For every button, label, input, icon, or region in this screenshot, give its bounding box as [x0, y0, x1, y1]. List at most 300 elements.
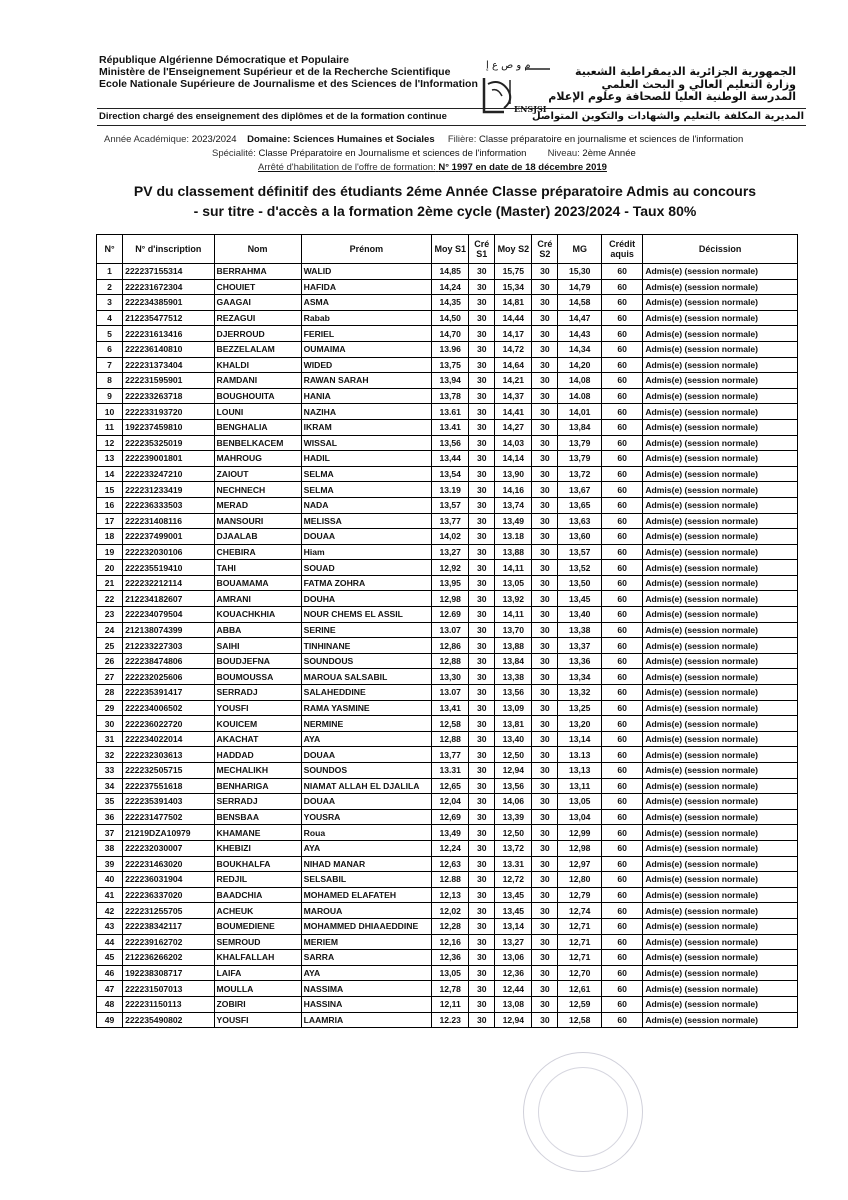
cell-moy-s1: 14,02	[432, 529, 469, 545]
cell-inscription: 212235477512	[123, 310, 214, 326]
cell-decision: Admis(e) (session normale)	[643, 310, 798, 326]
cell-mg: 13,72	[558, 466, 602, 482]
cell-prenom: SERINE	[301, 622, 432, 638]
cell-prenom: SARRA	[301, 950, 432, 966]
table-row	[97, 373, 798, 389]
cell-num: 18	[97, 529, 123, 545]
cell-cre-s1: 30	[469, 763, 495, 779]
table-row	[97, 279, 798, 295]
cell-cre-s1: 30	[469, 825, 495, 841]
cell-moy-s1: 12,69	[432, 809, 469, 825]
cell-moy-s2: 12,94	[495, 763, 532, 779]
cell-nom: TAHI	[214, 560, 301, 576]
cell-credit: 60	[601, 435, 642, 451]
cell-moy-s2: 13,14	[495, 918, 532, 934]
cell-cre-s1: 30	[469, 622, 495, 638]
cell-nom: GAAGAI	[214, 295, 301, 311]
cell-moy-s2: 13,06	[495, 950, 532, 966]
table-row	[97, 607, 798, 623]
cell-cre-s1: 30	[469, 575, 495, 591]
col-header-nom: Nom	[214, 235, 301, 264]
document-title-line-1: PV du classement définitif des étudiants 2éme Année Classe préparatoire Admis au concours	[133, 183, 757, 199]
arrete-value: N° 1997 en date de 18 décembre 2019	[438, 162, 607, 173]
cell-cre-s1: 30	[469, 887, 495, 903]
cell-moy-s1: 12,88	[432, 653, 469, 669]
cell-decision: Admis(e) (session normale)	[643, 965, 798, 981]
cell-cre-s2: 30	[532, 419, 558, 435]
cell-cre-s1: 30	[469, 950, 495, 966]
cell-moy-s1: 12,58	[432, 716, 469, 732]
cell-nom: NECHNECH	[214, 482, 301, 498]
cell-moy-s2: 14,37	[495, 388, 532, 404]
cell-inscription: 222232212114	[123, 575, 214, 591]
table-row	[97, 840, 798, 856]
cell-decision: Admis(e) (session normale)	[643, 685, 798, 701]
cell-num: 16	[97, 497, 123, 513]
cell-inscription: 222231255705	[123, 903, 214, 919]
cell-cre-s1: 30	[469, 529, 495, 545]
cell-num: 29	[97, 700, 123, 716]
cell-decision: Admis(e) (session normale)	[643, 326, 798, 342]
cell-nom: KHAMANE	[214, 825, 301, 841]
cell-decision: Admis(e) (session normale)	[643, 513, 798, 529]
cell-inscription: 222236022720	[123, 716, 214, 732]
cell-credit: 60	[601, 466, 642, 482]
cell-mg: 12,58	[558, 1012, 602, 1028]
cell-moy-s1: 13,95	[432, 575, 469, 591]
cell-decision: Admis(e) (session normale)	[643, 544, 798, 560]
cell-moy-s2: 13,45	[495, 903, 532, 919]
cell-inscription: 222231150113	[123, 996, 214, 1012]
results-table-body	[97, 264, 798, 1028]
table-row	[97, 295, 798, 311]
cell-credit: 60	[601, 996, 642, 1012]
cell-num: 11	[97, 419, 123, 435]
cell-prenom: SALAHEDDINE	[301, 685, 432, 701]
cell-inscription: 222235391403	[123, 794, 214, 810]
table-row	[97, 825, 798, 841]
cell-credit: 60	[601, 685, 642, 701]
cell-prenom: WALID	[301, 264, 432, 280]
cell-inscription: 222235325019	[123, 435, 214, 451]
cell-prenom: MOHAMED ELAFATEH	[301, 887, 432, 903]
cell-cre-s1: 30	[469, 653, 495, 669]
cell-inscription: 212236266202	[123, 950, 214, 966]
cell-mg: 13,60	[558, 529, 602, 545]
cell-cre-s1: 30	[469, 404, 495, 420]
cell-moy-s1: 13,57	[432, 497, 469, 513]
cell-prenom: ASMA	[301, 295, 432, 311]
cell-nom: RAMDANI	[214, 373, 301, 389]
cell-num: 31	[97, 731, 123, 747]
cell-inscription: 222236031904	[123, 872, 214, 888]
header-divider-top	[97, 108, 806, 109]
cell-inscription: 192237459810	[123, 419, 214, 435]
cell-decision: Admis(e) (session normale)	[643, 825, 798, 841]
table-row	[97, 482, 798, 498]
col-header-mg: MG	[558, 235, 602, 264]
cell-moy-s2: 13,05	[495, 575, 532, 591]
table-row	[97, 856, 798, 872]
cell-moy-s2: 14,11	[495, 607, 532, 623]
table-row	[97, 747, 798, 763]
cell-mg: 13,57	[558, 544, 602, 560]
cell-nom: BENSBAA	[214, 809, 301, 825]
cell-moy-s1: 13.41	[432, 419, 469, 435]
cell-cre-s2: 30	[532, 638, 558, 654]
cell-cre-s1: 30	[469, 607, 495, 623]
cell-prenom: HANIA	[301, 388, 432, 404]
cell-num: 4	[97, 310, 123, 326]
cell-nom: BENHARIGA	[214, 778, 301, 794]
cell-cre-s2: 30	[532, 887, 558, 903]
cell-cre-s2: 30	[532, 513, 558, 529]
logo-text: ENSJSI	[514, 104, 547, 114]
cell-num: 37	[97, 825, 123, 841]
table-row	[97, 653, 798, 669]
cell-prenom: Hiam	[301, 544, 432, 560]
cell-mg: 13,84	[558, 419, 602, 435]
cell-mg: 12,71	[558, 950, 602, 966]
cell-decision: Admis(e) (session normale)	[643, 404, 798, 420]
cell-moy-s2: 13,08	[495, 996, 532, 1012]
cell-nom: LOUNI	[214, 404, 301, 420]
cell-nom: AMRANI	[214, 591, 301, 607]
cell-prenom: NOUR CHEMS EL ASSIL	[301, 607, 432, 623]
cell-mg: 13,45	[558, 591, 602, 607]
cell-cre-s1: 30	[469, 809, 495, 825]
cell-moy-s2: 14,27	[495, 419, 532, 435]
cell-inscription: 222231477502	[123, 809, 214, 825]
col-header-cre-s2: Cré S2	[532, 235, 558, 264]
cell-cre-s2: 30	[532, 607, 558, 623]
cell-credit: 60	[601, 653, 642, 669]
cell-moy-s1: 12,11	[432, 996, 469, 1012]
cell-inscription: 222233263718	[123, 388, 214, 404]
cell-num: 6	[97, 341, 123, 357]
cell-num: 8	[97, 373, 123, 389]
cell-prenom: DOUAA	[301, 747, 432, 763]
cell-inscription: 222232030007	[123, 840, 214, 856]
cell-prenom: SELMA	[301, 466, 432, 482]
cell-prenom: Rabab	[301, 310, 432, 326]
cell-moy-s2: 14,14	[495, 451, 532, 467]
cell-num: 42	[97, 903, 123, 919]
cell-inscription: 222239162702	[123, 934, 214, 950]
table-row	[97, 451, 798, 467]
cell-num: 49	[97, 1012, 123, 1028]
cell-cre-s2: 30	[532, 669, 558, 685]
cell-credit: 60	[601, 903, 642, 919]
cell-num: 39	[97, 856, 123, 872]
cell-moy-s1: 12.23	[432, 1012, 469, 1028]
meta-line-2	[212, 148, 636, 159]
cell-cre-s1: 30	[469, 388, 495, 404]
table-row	[97, 560, 798, 576]
cell-cre-s2: 30	[532, 950, 558, 966]
cell-cre-s2: 30	[532, 918, 558, 934]
cell-decision: Admis(e) (session normale)	[643, 903, 798, 919]
niveau-label: Niveau:	[547, 148, 580, 159]
cell-num: 48	[97, 996, 123, 1012]
cell-mg: 13,13	[558, 763, 602, 779]
domaine-value: Sciences Humaines et Sociales	[293, 134, 435, 145]
cell-cre-s2: 30	[532, 763, 558, 779]
cell-moy-s1: 13,77	[432, 513, 469, 529]
cell-cre-s1: 30	[469, 560, 495, 576]
cell-num: 35	[97, 794, 123, 810]
cell-credit: 60	[601, 778, 642, 794]
cell-moy-s2: 13,88	[495, 544, 532, 560]
cell-num: 2	[97, 279, 123, 295]
cell-prenom: NASSIMA	[301, 981, 432, 997]
cell-cre-s1: 30	[469, 965, 495, 981]
table-row	[97, 981, 798, 997]
cell-inscription: 222232505715	[123, 763, 214, 779]
cell-credit: 60	[601, 264, 642, 280]
cell-mg: 13,79	[558, 451, 602, 467]
cell-prenom: LAAMRIA	[301, 1012, 432, 1028]
cell-inscription: 222238474806	[123, 653, 214, 669]
cell-num: 9	[97, 388, 123, 404]
cell-moy-s2: 13,38	[495, 669, 532, 685]
cell-cre-s1: 30	[469, 700, 495, 716]
cell-num: 30	[97, 716, 123, 732]
cell-cre-s1: 30	[469, 264, 495, 280]
cell-decision: Admis(e) (session normale)	[643, 591, 798, 607]
school-name: Ecole Nationale Supérieure de Journalisme et des Sciences de l'Information	[99, 78, 478, 90]
cell-moy-s1: 12,63	[432, 856, 469, 872]
cell-credit: 60	[601, 981, 642, 997]
cell-inscription: 222234079504	[123, 607, 214, 623]
cell-cre-s1: 30	[469, 996, 495, 1012]
cell-moy-s2: 13,56	[495, 685, 532, 701]
cell-cre-s2: 30	[532, 341, 558, 357]
cell-decision: Admis(e) (session normale)	[643, 451, 798, 467]
cell-inscription: 222235391417	[123, 685, 214, 701]
cell-cre-s2: 30	[532, 934, 558, 950]
cell-decision: Admis(e) (session normale)	[643, 794, 798, 810]
cell-cre-s1: 30	[469, 685, 495, 701]
logo-arabic-text: م و ص ع إ	[486, 60, 531, 71]
cell-cre-s1: 30	[469, 903, 495, 919]
cell-moy-s2: 12,50	[495, 747, 532, 763]
cell-inscription: 222231672304	[123, 279, 214, 295]
cell-inscription: 192238308717	[123, 965, 214, 981]
cell-moy-s1: 13,94	[432, 373, 469, 389]
cell-decision: Admis(e) (session normale)	[643, 357, 798, 373]
cell-inscription: 222231613416	[123, 326, 214, 342]
cell-credit: 60	[601, 872, 642, 888]
cell-prenom: TINHINANE	[301, 638, 432, 654]
cell-prenom: NERMINE	[301, 716, 432, 732]
cell-credit: 60	[601, 560, 642, 576]
cell-cre-s2: 30	[532, 404, 558, 420]
cell-cre-s1: 30	[469, 1012, 495, 1028]
cell-decision: Admis(e) (session normale)	[643, 840, 798, 856]
header-divider-bottom	[97, 125, 806, 126]
cell-moy-s1: 13,30	[432, 669, 469, 685]
cell-prenom: AYA	[301, 731, 432, 747]
cell-decision: Admis(e) (session normale)	[643, 872, 798, 888]
cell-inscription: 222236337020	[123, 887, 214, 903]
cell-moy-s2: 15,34	[495, 279, 532, 295]
cell-credit: 60	[601, 513, 642, 529]
cell-cre-s2: 30	[532, 497, 558, 513]
cell-decision: Admis(e) (session normale)	[643, 669, 798, 685]
cell-mg: 13,50	[558, 575, 602, 591]
cell-nom: MOULLA	[214, 981, 301, 997]
cell-credit: 60	[601, 716, 642, 732]
cell-nom: KHALFALLAH	[214, 950, 301, 966]
cell-moy-s1: 12,04	[432, 794, 469, 810]
cell-mg: 12,98	[558, 840, 602, 856]
cell-mg: 12,74	[558, 903, 602, 919]
cell-credit: 60	[601, 451, 642, 467]
cell-moy-s1: 12,98	[432, 591, 469, 607]
cell-credit: 60	[601, 669, 642, 685]
table-row	[97, 700, 798, 716]
cell-credit: 60	[601, 357, 642, 373]
ministry-name-ar: وزارة التعليم العالي و البحث العلمي	[601, 77, 796, 91]
cell-cre-s1: 30	[469, 918, 495, 934]
cell-cre-s2: 30	[532, 1012, 558, 1028]
cell-num: 36	[97, 809, 123, 825]
school-name-ar: المدرسة الوطنية العليا للصحافة وعلوم الإعلام	[548, 90, 796, 103]
cell-moy-s1: 14,50	[432, 310, 469, 326]
cell-mg: 12,70	[558, 965, 602, 981]
cell-credit: 60	[601, 341, 642, 357]
cell-mg: 12,59	[558, 996, 602, 1012]
cell-prenom: HAFIDA	[301, 279, 432, 295]
cell-inscription: 222231233419	[123, 482, 214, 498]
cell-prenom: SOUAD	[301, 560, 432, 576]
cell-moy-s2: 12,44	[495, 981, 532, 997]
table-row	[97, 716, 798, 732]
cell-moy-s2: 14,81	[495, 295, 532, 311]
cell-inscription: 222236333503	[123, 497, 214, 513]
cell-nom: BOUKHALFA	[214, 856, 301, 872]
cell-mg: 13,67	[558, 482, 602, 498]
cell-moy-s1: 13,27	[432, 544, 469, 560]
cell-decision: Admis(e) (session normale)	[643, 435, 798, 451]
cell-decision: Admis(e) (session normale)	[643, 996, 798, 1012]
cell-nom: MERAD	[214, 497, 301, 513]
cell-inscription: 222231373404	[123, 357, 214, 373]
cell-mg: 12,71	[558, 934, 602, 950]
cell-moy-s1: 12.88	[432, 872, 469, 888]
cell-mg: 15,30	[558, 264, 602, 280]
cell-decision: Admis(e) (session normale)	[643, 295, 798, 311]
cell-decision: Admis(e) (session normale)	[643, 466, 798, 482]
cell-inscription: 222233193720	[123, 404, 214, 420]
cell-moy-s1: 13.31	[432, 763, 469, 779]
cell-credit: 60	[601, 497, 642, 513]
cell-nom: SERRADJ	[214, 794, 301, 810]
cell-prenom: RAMA YASMINE	[301, 700, 432, 716]
cell-mg: 13,05	[558, 794, 602, 810]
cell-cre-s2: 30	[532, 560, 558, 576]
cell-decision: Admis(e) (session normale)	[643, 575, 798, 591]
cell-moy-s2: 12,72	[495, 872, 532, 888]
cell-moy-s2: 13,27	[495, 934, 532, 950]
cell-inscription: 222237551618	[123, 778, 214, 794]
cell-credit: 60	[601, 700, 642, 716]
cell-cre-s1: 30	[469, 591, 495, 607]
cell-prenom: MELISSA	[301, 513, 432, 529]
cell-cre-s1: 30	[469, 497, 495, 513]
cell-num: 5	[97, 326, 123, 342]
cell-credit: 60	[601, 622, 642, 638]
cell-moy-s2: 13,39	[495, 809, 532, 825]
cell-prenom: IKRAM	[301, 419, 432, 435]
table-row	[97, 965, 798, 981]
table-row	[97, 497, 798, 513]
cell-credit: 60	[601, 809, 642, 825]
cell-nom: ABBA	[214, 622, 301, 638]
cell-cre-s1: 30	[469, 310, 495, 326]
col-header-num: N°	[97, 235, 123, 264]
cell-num: 24	[97, 622, 123, 638]
table-row	[97, 326, 798, 342]
cell-cre-s2: 30	[532, 544, 558, 560]
header-left	[99, 54, 478, 90]
cell-inscription: 222234006502	[123, 700, 214, 716]
table-row	[97, 264, 798, 280]
cell-credit: 60	[601, 840, 642, 856]
col-header-moy-s1: Moy S1	[432, 235, 469, 264]
cell-credit: 60	[601, 918, 642, 934]
cell-credit: 60	[601, 950, 642, 966]
cell-nom: CHOUIET	[214, 279, 301, 295]
cell-moy-s1: 12,28	[432, 918, 469, 934]
cell-prenom: NADA	[301, 497, 432, 513]
cell-moy-s2: 13,70	[495, 622, 532, 638]
cell-nom: BEZZELALAM	[214, 341, 301, 357]
cell-prenom: Roua	[301, 825, 432, 841]
cell-credit: 60	[601, 856, 642, 872]
cell-num: 27	[97, 669, 123, 685]
cell-inscription: 222231595901	[123, 373, 214, 389]
cell-num: 41	[97, 887, 123, 903]
cell-moy-s1: 13,49	[432, 825, 469, 841]
cell-num: 43	[97, 918, 123, 934]
cell-decision: Admis(e) (session normale)	[643, 622, 798, 638]
cell-credit: 60	[601, 934, 642, 950]
cell-decision: Admis(e) (session normale)	[643, 497, 798, 513]
cell-nom: LAIFA	[214, 965, 301, 981]
table-row	[97, 466, 798, 482]
cell-cre-s1: 30	[469, 794, 495, 810]
cell-cre-s2: 30	[532, 357, 558, 373]
cell-credit: 60	[601, 482, 642, 498]
cell-prenom: DOUAA	[301, 794, 432, 810]
cell-mg: 12,99	[558, 825, 602, 841]
specialite-label: Spécialité:	[212, 148, 256, 159]
cell-moy-s2: 14,11	[495, 560, 532, 576]
cell-cre-s1: 30	[469, 778, 495, 794]
cell-num: 21	[97, 575, 123, 591]
cell-prenom: OUMAIMA	[301, 341, 432, 357]
cell-mg: 12,79	[558, 887, 602, 903]
cell-mg: 12,71	[558, 918, 602, 934]
table-row	[97, 887, 798, 903]
cell-decision: Admis(e) (session normale)	[643, 950, 798, 966]
cell-decision: Admis(e) (session normale)	[643, 918, 798, 934]
cell-cre-s1: 30	[469, 638, 495, 654]
cell-cre-s2: 30	[532, 716, 558, 732]
cell-cre-s1: 30	[469, 747, 495, 763]
